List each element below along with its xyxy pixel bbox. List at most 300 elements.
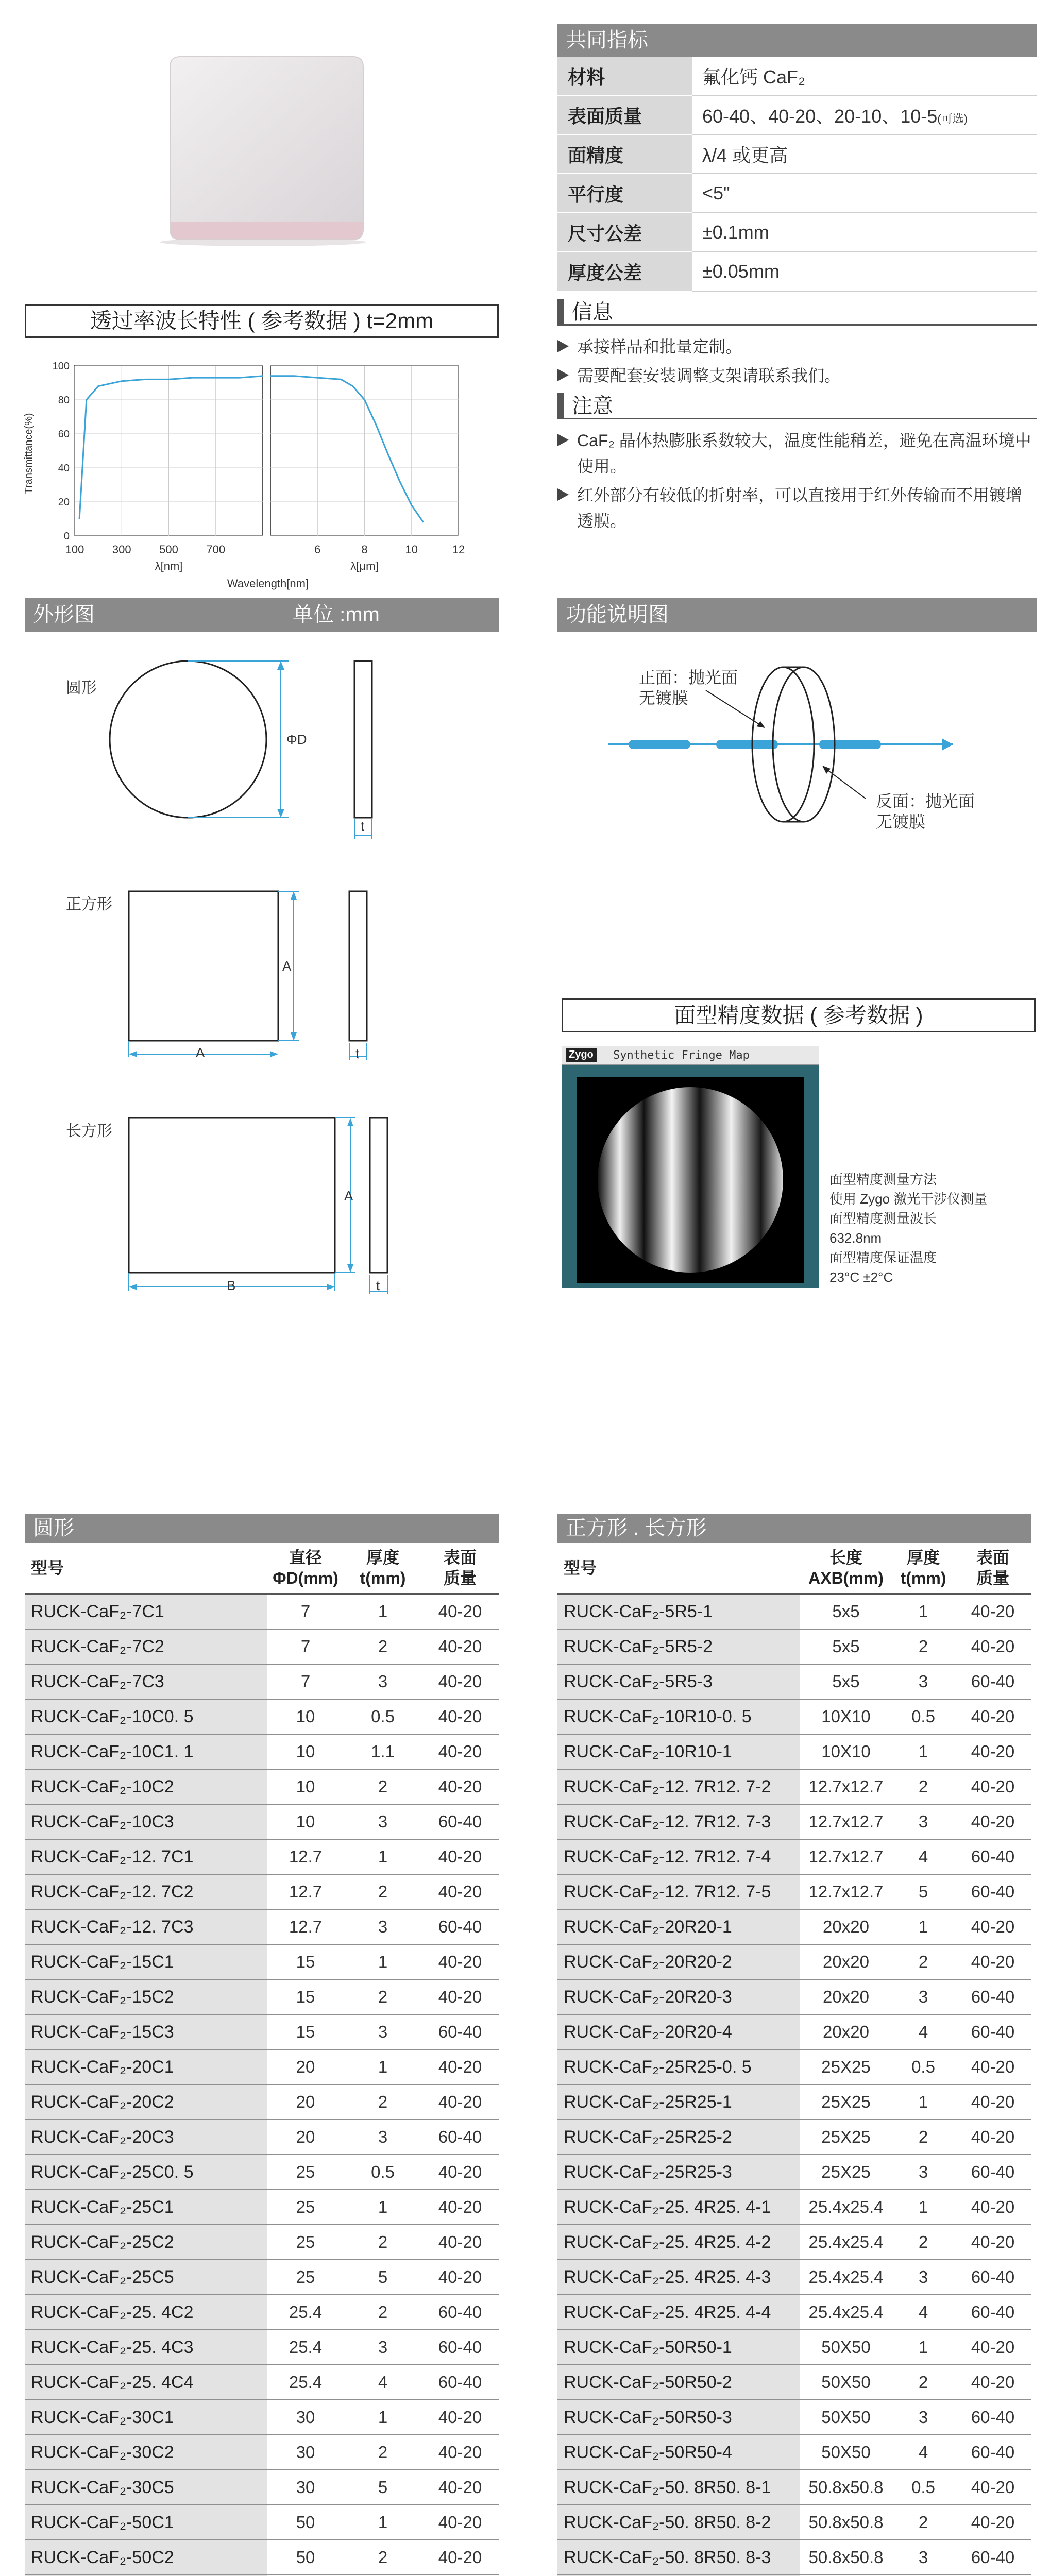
- model-cell: RUCK-CaF₂-20R20-4: [557, 2014, 800, 2049]
- size-cell: 25.4: [267, 2330, 344, 2365]
- thickness-cell: 1: [344, 1944, 421, 1979]
- thickness-cell: 1: [892, 1909, 954, 1944]
- notice-list: [557, 428, 1037, 537]
- quality-cell: 40-20: [421, 2225, 499, 2260]
- table-row: [557, 2540, 1031, 2575]
- table-row: [557, 2120, 1031, 2155]
- round-label: 圆形: [66, 680, 97, 697]
- model-cell: RUCK-CaF₂-7C3: [25, 1664, 267, 1699]
- model-cell: RUCK-CaF₂-25C2: [25, 2225, 267, 2260]
- size-cell: 25: [267, 2225, 344, 2260]
- size-cell: 50.8x50.8: [800, 2470, 892, 2505]
- model-cell: RUCK-CaF₂-50. 8R50. 8-2: [557, 2505, 800, 2540]
- size-cell: 12.7: [267, 1874, 344, 1909]
- table-row: [25, 2330, 499, 2365]
- bullet-item: [557, 428, 1037, 479]
- thickness-cell: 2: [344, 2225, 421, 2260]
- square-dim-a-h: A: [196, 1045, 205, 1060]
- table-row: [557, 1629, 1031, 1664]
- quality-cell: 40-20: [954, 2225, 1031, 2260]
- thickness-cell: 4: [892, 1839, 954, 1874]
- size-cell: 25X25: [800, 2049, 892, 2084]
- column-header: 型号: [557, 1543, 800, 1594]
- flatness-note: 面型精度测量波长: [829, 1211, 937, 1226]
- spec-row: [557, 134, 1037, 174]
- size-cell: 5x5: [800, 1594, 892, 1630]
- table-row: [25, 1944, 499, 1979]
- quality-cell: 60-40: [954, 1979, 1031, 2014]
- model-cell: RUCK-CaF₂-50R50-2: [557, 2365, 800, 2400]
- quality-cell: 40-20: [421, 1874, 499, 1909]
- model-cell: RUCK-CaF₂-20R20-1: [557, 1909, 800, 1944]
- function-front-label2: 无镀膜: [639, 689, 689, 707]
- model-cell: RUCK-CaF₂-50R50-4: [557, 2435, 800, 2470]
- square-drawing: [118, 886, 386, 1061]
- transmittance-title: 透过率波长特性 ( 参考数据 ) t=2mm: [25, 304, 499, 338]
- quality-cell: 60-40: [421, 2365, 499, 2400]
- size-cell: 50: [267, 2505, 344, 2540]
- column-header: 长度 AXB(mm): [800, 1543, 892, 1594]
- thickness-cell: 1: [892, 2084, 954, 2120]
- model-cell: RUCK-CaF₂-30C1: [25, 2400, 267, 2435]
- model-cell: RUCK-CaF₂-50C2: [25, 2540, 267, 2575]
- thickness-cell: 1: [344, 2400, 421, 2435]
- thickness-cell: 0.5: [892, 2470, 954, 2505]
- thickness-cell: 5: [344, 2470, 421, 2505]
- model-cell: RUCK-CaF₂-25. 4C3: [25, 2330, 267, 2365]
- thickness-cell: 5: [344, 2260, 421, 2295]
- size-cell: 20x20: [800, 1944, 892, 1979]
- size-cell: 25: [267, 2190, 344, 2225]
- quality-cell: 40-20: [421, 2540, 499, 2575]
- square-table: [557, 1543, 1031, 2576]
- size-cell: 20: [267, 2084, 344, 2120]
- thickness-cell: 0.5: [892, 1699, 954, 1734]
- table-row: [25, 1839, 499, 1874]
- round-table: [25, 1543, 499, 2576]
- quality-cell: 40-20: [954, 2330, 1031, 2365]
- size-cell: 5x5: [800, 1629, 892, 1664]
- quality-cell: 40-20: [954, 2049, 1031, 2084]
- round-table-header: 圆形: [25, 1514, 499, 1543]
- thickness-cell: 3: [892, 2540, 954, 2575]
- model-cell: RUCK-CaF₂-50C1: [25, 2505, 267, 2540]
- quality-cell: 40-20: [954, 2505, 1031, 2540]
- flatness-notes: [829, 1170, 987, 1287]
- model-cell: RUCK-CaF₂-20R20-2: [557, 1944, 800, 1979]
- thickness-cell: 5: [892, 1874, 954, 1909]
- thickness-cell: 1: [344, 2190, 421, 2225]
- size-cell: 25.4x25.4: [800, 2260, 892, 2295]
- size-cell: 10: [267, 1769, 344, 1804]
- table-row: [557, 2400, 1031, 2435]
- model-cell: RUCK-CaF₂-5R5-2: [557, 1629, 800, 1664]
- quality-cell: 40-20: [954, 1734, 1031, 1769]
- spec-key: 表面质量: [557, 95, 692, 134]
- size-cell: 50X50: [800, 2365, 892, 2400]
- table-row: [25, 2400, 499, 2435]
- bullet-item: [557, 482, 1037, 534]
- table-row: [557, 1909, 1031, 1944]
- spec-value: [692, 95, 1037, 134]
- thickness-cell: 4: [892, 2435, 954, 2470]
- thickness-cell: 3: [344, 1804, 421, 1839]
- y-tick-label: 100: [52, 361, 70, 372]
- model-cell: RUCK-CaF₂-7C1: [25, 1594, 267, 1630]
- quality-cell: 40-20: [421, 1664, 499, 1699]
- spec-row: [557, 252, 1037, 291]
- model-cell: RUCK-CaF₂-50R50-3: [557, 2400, 800, 2435]
- thickness-cell: 3: [892, 1979, 954, 2014]
- thickness-cell: 2: [892, 2225, 954, 2260]
- table-row: [25, 2049, 499, 2084]
- quality-cell: 40-20: [421, 1944, 499, 1979]
- size-cell: 25.4x25.4: [800, 2190, 892, 2225]
- spec-row: [557, 57, 1037, 95]
- size-cell: 7: [267, 1629, 344, 1664]
- quality-cell: 40-20: [954, 2190, 1031, 2225]
- series-line: [79, 376, 263, 519]
- x-tick-label: 10: [405, 543, 418, 556]
- size-cell: 15: [267, 2014, 344, 2049]
- model-cell: RUCK-CaF₂-25R25-1: [557, 2084, 800, 2120]
- thickness-cell: 3: [892, 1664, 954, 1699]
- thickness-cell: 2: [892, 1944, 954, 1979]
- quality-cell: 40-20: [421, 1629, 499, 1664]
- table-row: [25, 2190, 499, 2225]
- quality-cell: 60-40: [421, 2295, 499, 2330]
- model-cell: RUCK-CaF₂-10C2: [25, 1769, 267, 1804]
- thickness-cell: 1: [892, 1734, 954, 1769]
- model-cell: RUCK-CaF₂-30C5: [25, 2470, 267, 2505]
- zygo-logo: Zygo: [566, 1048, 597, 1062]
- spec-key: 厚度公差: [557, 252, 692, 291]
- bullet-text: 红外部分有较低的折射率，可以直接用于红外传输而不用镀增透膜。: [577, 486, 1023, 530]
- quality-cell: 60-40: [954, 2155, 1031, 2190]
- spec-key: 尺寸公差: [557, 213, 692, 252]
- size-cell: 10X10: [800, 1699, 892, 1734]
- spec-key: 平行度: [557, 174, 692, 213]
- model-cell: RUCK-CaF₂-12. 7C2: [25, 1874, 267, 1909]
- model-cell: RUCK-CaF₂-5R5-3: [557, 1664, 800, 1699]
- quality-cell: 40-20: [421, 2435, 499, 2470]
- table-row: [25, 1594, 499, 1630]
- column-header: 型号: [25, 1543, 267, 1594]
- x-unit-label: λ[nm]: [155, 560, 183, 572]
- quality-cell: 40-20: [421, 2084, 499, 2120]
- table-row: [25, 1664, 499, 1699]
- square-label: 正方形: [66, 896, 112, 913]
- table-row: [557, 2330, 1031, 2365]
- model-cell: RUCK-CaF₂-25R25-0. 5: [557, 2049, 800, 2084]
- quality-cell: 60-40: [954, 2400, 1031, 2435]
- model-cell: RUCK-CaF₂-15C3: [25, 2014, 267, 2049]
- table-row: [25, 2435, 499, 2470]
- table-row: [25, 1769, 499, 1804]
- quality-cell: 40-20: [954, 2365, 1031, 2400]
- thickness-cell: 2: [344, 1629, 421, 1664]
- model-cell: RUCK-CaF₂-25. 4R25. 4-3: [557, 2260, 800, 2295]
- table-row: [25, 1979, 499, 2014]
- thickness-cell: 3: [892, 1804, 954, 1839]
- model-cell: RUCK-CaF₂-50. 8R50. 8-3: [557, 2540, 800, 2575]
- model-cell: RUCK-CaF₂-20C1: [25, 2049, 267, 2084]
- quality-cell: 40-20: [421, 2190, 499, 2225]
- thickness-cell: 1: [892, 1594, 954, 1630]
- table-row: [557, 1664, 1031, 1699]
- thickness-cell: 3: [892, 2260, 954, 2295]
- table-row: [557, 1699, 1031, 1734]
- table-row: [557, 1804, 1031, 1839]
- thickness-cell: 2: [344, 1769, 421, 1804]
- y-tick-label: 80: [58, 395, 70, 406]
- thickness-cell: 1: [892, 2190, 954, 2225]
- bullet-text: CaF₂ 晶体热膨胀系数较大，温度性能稍差，避免在高温环境中使用。: [577, 431, 1031, 476]
- model-cell: RUCK-CaF₂-25C0. 5: [25, 2155, 267, 2190]
- quality-cell: 40-20: [954, 1804, 1031, 1839]
- thickness-cell: 1: [344, 2505, 421, 2540]
- thickness-cell: 3: [344, 1909, 421, 1944]
- thickness-cell: 4: [344, 2365, 421, 2400]
- table-row: [557, 2049, 1031, 2084]
- bullet-item: [557, 363, 1037, 388]
- quality-cell: 40-20: [421, 2470, 499, 2505]
- thickness-cell: 3: [344, 1664, 421, 1699]
- spec-value: [692, 252, 1037, 291]
- spec-row: [557, 213, 1037, 252]
- x-tick-label: 8: [361, 543, 368, 556]
- model-cell: RUCK-CaF₂-12. 7R12. 7-4: [557, 1839, 800, 1874]
- spec-value-text: 氟化钙 CaF₂: [702, 66, 805, 88]
- table-row: [557, 1734, 1031, 1769]
- table-row: [557, 1944, 1031, 1979]
- model-cell: RUCK-CaF₂-25. 4R25. 4-1: [557, 2190, 800, 2225]
- thickness-cell: 2: [892, 2120, 954, 2155]
- thickness-cell: 1: [892, 2330, 954, 2365]
- model-cell: RUCK-CaF₂-25C1: [25, 2190, 267, 2225]
- model-cell: RUCK-CaF₂-15C2: [25, 1979, 267, 2014]
- triangle-bullet-icon: [557, 369, 569, 381]
- notice-header: 注意: [557, 393, 1037, 419]
- table-row: [557, 2470, 1031, 2505]
- bullet-item: [557, 334, 1037, 360]
- quality-cell: 60-40: [954, 2435, 1031, 2470]
- table-row: [557, 2190, 1031, 2225]
- quality-cell: 40-20: [954, 1944, 1031, 1979]
- size-cell: 30: [267, 2470, 344, 2505]
- size-cell: 25X25: [800, 2155, 892, 2190]
- model-cell: RUCK-CaF₂-12. 7R12. 7-5: [557, 1874, 800, 1909]
- table-row: [557, 2014, 1031, 2049]
- size-cell: 25.4: [267, 2365, 344, 2400]
- column-header: 厚度 t(mm): [892, 1543, 954, 1594]
- model-cell: RUCK-CaF₂-10C0. 5: [25, 1699, 267, 1734]
- size-cell: 25X25: [800, 2084, 892, 2120]
- spec-key: 面精度: [557, 134, 692, 174]
- outline-title: 外形图: [33, 603, 95, 626]
- rect-dim-t: t: [376, 1278, 380, 1293]
- table-row: [25, 2084, 499, 2120]
- quality-cell: 60-40: [421, 2014, 499, 2049]
- quality-cell: 40-20: [421, 2505, 499, 2540]
- quality-cell: 40-20: [954, 1629, 1031, 1664]
- size-cell: 30: [267, 2400, 344, 2435]
- table-row: [25, 1629, 499, 1664]
- x-tick-label: 12: [452, 543, 465, 556]
- size-cell: 50.8x50.8: [800, 2505, 892, 2540]
- round-dim-phi: ΦD: [286, 732, 307, 747]
- thickness-cell: 3: [344, 2120, 421, 2155]
- size-cell: 25.4x25.4: [800, 2295, 892, 2330]
- quality-cell: 40-20: [421, 1839, 499, 1874]
- table-row: [25, 1909, 499, 1944]
- model-cell: RUCK-CaF₂-15C1: [25, 1944, 267, 1979]
- spec-value: [692, 57, 1037, 95]
- size-cell: 15: [267, 1979, 344, 2014]
- quality-cell: 40-20: [421, 1699, 499, 1734]
- model-cell: RUCK-CaF₂-12. 7R12. 7-2: [557, 1769, 800, 1804]
- y-tick-label: 60: [58, 429, 70, 440]
- table-row: [557, 2365, 1031, 2400]
- thickness-cell: 1: [344, 1839, 421, 1874]
- quality-cell: 40-20: [421, 1979, 499, 2014]
- thickness-cell: 3: [344, 2014, 421, 2049]
- function-header: 功能说明图: [557, 598, 1037, 632]
- size-cell: 20x20: [800, 1909, 892, 1944]
- size-cell: 20: [267, 2049, 344, 2084]
- table-row: [557, 1839, 1031, 1874]
- size-cell: 10X10: [800, 1734, 892, 1769]
- model-cell: RUCK-CaF₂-7C2: [25, 1629, 267, 1664]
- table-row: [25, 2120, 499, 2155]
- model-cell: RUCK-CaF₂-30C2: [25, 2435, 267, 2470]
- zygo-caption: Synthetic Fringe Map: [613, 1049, 750, 1062]
- function-back-label2: 无镀膜: [876, 812, 926, 831]
- thickness-cell: 3: [892, 2400, 954, 2435]
- y-tick-label: 40: [58, 463, 70, 474]
- quality-cell: 40-20: [954, 1594, 1031, 1630]
- model-cell: RUCK-CaF₂-20R20-3: [557, 1979, 800, 2014]
- size-cell: 12.7: [267, 1909, 344, 1944]
- table-row: [557, 1594, 1031, 1630]
- thickness-cell: 2: [344, 1874, 421, 1909]
- y-axis-label: Transmittance(%): [23, 413, 35, 494]
- info-list: [557, 334, 1037, 392]
- x-tick-label: 700: [206, 543, 226, 556]
- table-row: [25, 1734, 499, 1769]
- quality-cell: 40-20: [954, 2120, 1031, 2155]
- thickness-cell: 0.5: [344, 1699, 421, 1734]
- model-cell: RUCK-CaF₂-20C3: [25, 2120, 267, 2155]
- size-cell: 20x20: [800, 1979, 892, 2014]
- quality-cell: 60-40: [954, 2540, 1031, 2575]
- model-cell: RUCK-CaF₂-10C3: [25, 1804, 267, 1839]
- column-header: 表面 质量: [954, 1543, 1031, 1594]
- size-cell: 25: [267, 2260, 344, 2295]
- quality-cell: 60-40: [421, 1804, 499, 1839]
- common-spec-header: 共同指标: [557, 24, 1037, 57]
- spec-row: [557, 95, 1037, 134]
- thickness-cell: 4: [892, 2014, 954, 2049]
- thickness-cell: 2: [892, 2505, 954, 2540]
- table-row: [557, 2084, 1031, 2120]
- quality-cell: 60-40: [954, 2295, 1031, 2330]
- spec-value-text: ±0.05mm: [702, 261, 780, 282]
- quality-cell: 40-20: [954, 2084, 1031, 2120]
- x-tick-label: 300: [112, 543, 131, 556]
- table-row: [25, 1699, 499, 1734]
- round-dim-t: t: [361, 818, 365, 834]
- size-cell: 50: [267, 2540, 344, 2575]
- quality-cell: 40-20: [421, 2049, 499, 2084]
- table-row: [557, 1769, 1031, 1804]
- quality-cell: 60-40: [954, 1664, 1031, 1699]
- table-row: [25, 2365, 499, 2400]
- x-tick-label: 6: [314, 543, 321, 556]
- function-back-label: 反面：抛光面: [876, 792, 975, 810]
- x-axis-label: Wavelength[nm]: [227, 577, 309, 590]
- rect-drawing: [118, 1113, 407, 1298]
- quality-cell: 60-40: [954, 1874, 1031, 1909]
- x-unit-label: λ[μm]: [350, 560, 379, 572]
- model-cell: RUCK-CaF₂-10R10-0. 5: [557, 1699, 800, 1734]
- spec-key: 材料: [557, 57, 692, 95]
- transmittance-chart: [21, 350, 505, 592]
- thickness-cell: 1: [344, 1594, 421, 1630]
- quality-cell: 40-20: [954, 1909, 1031, 1944]
- table-row: [557, 2505, 1031, 2540]
- model-cell: RUCK-CaF₂-12. 7R12. 7-3: [557, 1804, 800, 1839]
- table-row: [25, 1804, 499, 1839]
- spec-value-text: 60-40、40-20、20-10、10-5: [702, 105, 938, 127]
- thickness-cell: 2: [344, 2295, 421, 2330]
- rect-label: 长方形: [66, 1123, 112, 1140]
- quality-cell: 40-20: [421, 1734, 499, 1769]
- quality-cell: 60-40: [421, 2120, 499, 2155]
- table-row: [25, 2155, 499, 2190]
- thickness-cell: 3: [892, 2155, 954, 2190]
- size-cell: 25.4: [267, 2295, 344, 2330]
- thickness-cell: 3: [344, 2330, 421, 2365]
- size-cell: 25.4x25.4: [800, 2225, 892, 2260]
- flatness-note: 面型精度保证温度: [829, 1250, 937, 1265]
- model-cell: RUCK-CaF₂-50. 8R50. 8-1: [557, 2470, 800, 2505]
- table-row: [25, 2540, 499, 2575]
- spec-value-text: <5": [702, 182, 730, 204]
- model-cell: RUCK-CaF₂-12. 7C3: [25, 1909, 267, 1944]
- spec-value: [692, 213, 1037, 252]
- size-cell: 50X50: [800, 2435, 892, 2470]
- size-cell: 12.7x12.7: [800, 1839, 892, 1874]
- column-header: 表面 质量: [421, 1543, 499, 1594]
- thickness-cell: 2: [892, 1769, 954, 1804]
- size-cell: 50X50: [800, 2330, 892, 2365]
- quality-cell: 40-20: [954, 1769, 1031, 1804]
- y-tick-label: 20: [58, 497, 70, 508]
- model-cell: RUCK-CaF₂-25R25-2: [557, 2120, 800, 2155]
- thickness-cell: 2: [344, 2084, 421, 2120]
- thickness-cell: 2: [344, 2540, 421, 2575]
- model-cell: RUCK-CaF₂-25. 4C2: [25, 2295, 267, 2330]
- size-cell: 12.7x12.7: [800, 1874, 892, 1909]
- outline-unit: 单位 :mm: [293, 603, 380, 626]
- square-dim-t: t: [355, 1046, 360, 1061]
- product-image: [149, 52, 376, 247]
- zygo-fringe-map: [562, 1046, 819, 1288]
- model-cell: RUCK-CaF₂-10R10-1: [557, 1734, 800, 1769]
- table-row: [25, 2225, 499, 2260]
- quality-cell: 40-20: [421, 2260, 499, 2295]
